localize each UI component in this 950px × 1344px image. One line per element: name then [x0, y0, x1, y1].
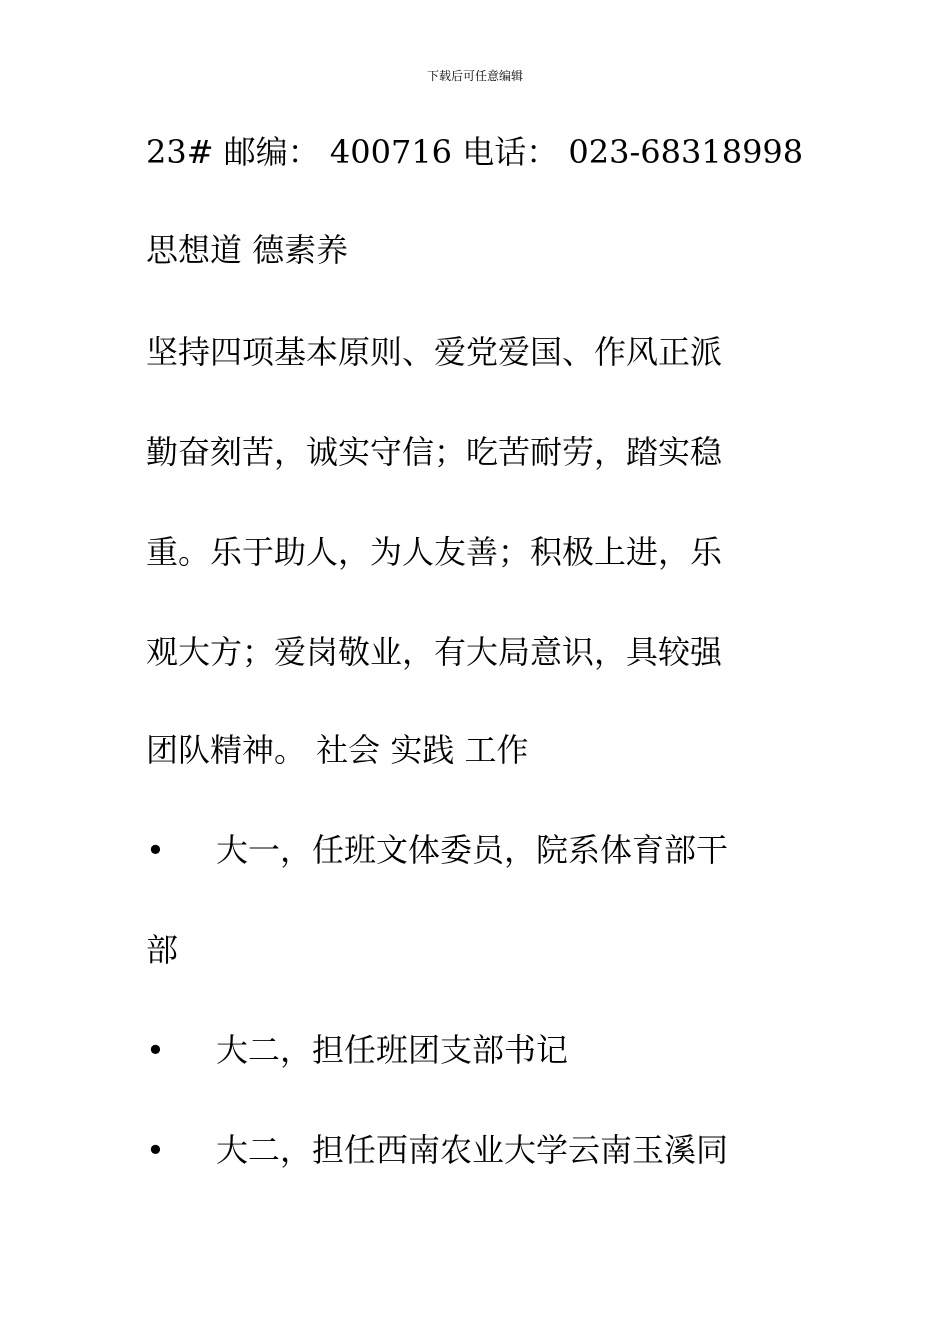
list-item: 大一，任班文体委员，院系体育部干 [216, 831, 729, 869]
bullet-icon: • [146, 1031, 165, 1069]
list-item: 大二，担任西南农业大学云南玉溪同 [216, 1131, 729, 1169]
paragraph-line: 重。乐于助人，为人友善；积极上进，乐 [146, 533, 723, 571]
page-header: 下载后可任意编辑 [426, 69, 523, 83]
paragraph-line: 坚持四项基本原则、爱党爱国、作风正派 [146, 333, 723, 371]
paragraph-line-with-heading: 团队精神。 社会 实践 工作 [146, 731, 529, 769]
bullet-icon: • [146, 1131, 165, 1169]
paragraph-line: 观大方；爱岗敬业，有大局意识，具较强 [146, 633, 723, 671]
list-item-continuation: 部 [146, 931, 179, 969]
list-item: 大二，担任班团支部书记 [216, 1031, 569, 1069]
paragraph-line: 勤奋刻苦，诚实守信；吃苦耐劳，踏实稳 [146, 433, 723, 471]
section-heading-morality: 思想道 德素养 [146, 231, 349, 269]
bullet-icon: • [146, 831, 165, 869]
contact-line: 23# 邮编： 400716 电话： 023-68318998 [146, 133, 804, 171]
